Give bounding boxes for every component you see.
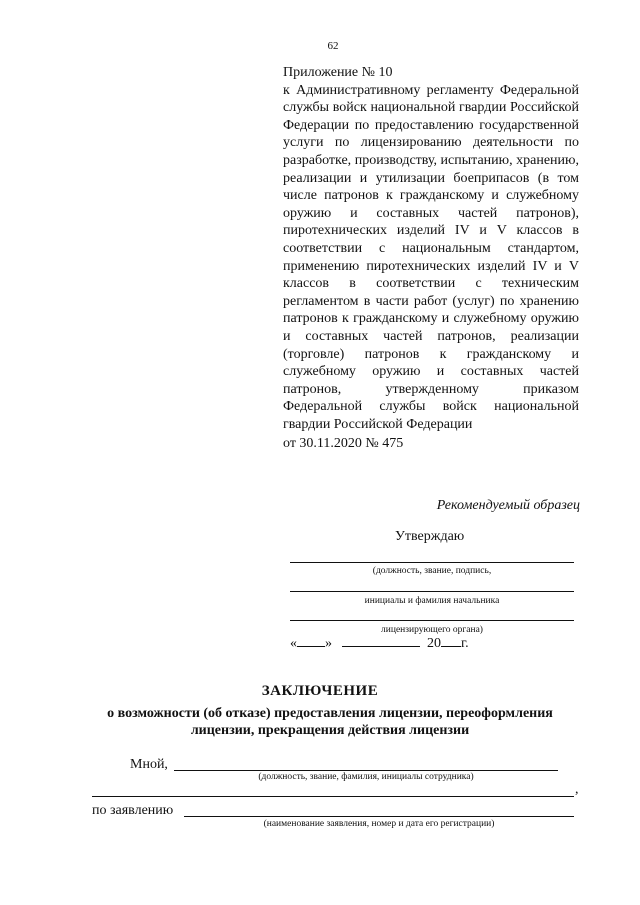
year-blank <box>441 634 461 647</box>
approval-line-3 <box>290 620 574 621</box>
application-label: по заявлению <box>92 803 174 818</box>
approval-line-2 <box>290 591 574 592</box>
by-me-line <box>174 770 558 771</box>
approval-caption-2: инициалы и фамилия начальника <box>364 596 500 606</box>
employee-continuation-line <box>92 796 574 797</box>
document-title: ЗАКЛЮЧЕНИЕ <box>261 683 379 699</box>
approval-caption-3: лицензирующего органа) <box>381 625 483 635</box>
by-me-caption: (должность, звание, фамилия, инициалы сотрудника) <box>258 772 474 782</box>
by-me-label: Мной, <box>130 757 168 772</box>
appendix-date: от 30.11.2020 № 475 <box>283 436 404 452</box>
page-number: 62 <box>327 40 339 52</box>
document-subtitle: о возможности (об отказе) предоставления лицензии, переоформления лицензии, прекращения действия лицензии <box>107 706 553 738</box>
application-line <box>184 816 574 817</box>
date-close-quote: » <box>325 636 332 651</box>
approval-date-row <box>290 634 530 652</box>
month-blank <box>342 634 420 647</box>
continuation-comma: , <box>575 782 579 797</box>
application-caption: (наименование заявления, номер и дата его регистрации) <box>263 819 495 829</box>
year-suffix: г. <box>461 636 469 651</box>
appendix-text: к Административному регламенту Федеральной службы войск национальной гвардии Российской Федерации по предоставлению государственной услуги по лицензированию деятельности по разработке, производству, испытанию, хранению, реализации и утилизации боеприпасов (в том числе патронов к гражданскому и служебному оружию и составных частей патронов), пиротехнических изделий IV и V классов в соответствии с национальным стандартом, применению пиротехнических изделий IV и V классов в соответствии с техническим регламентом в части работ (услуг) по хранению патронов к гражданскому и служебному оружию и составных частей патронов, реализации (торговле) патронов к гражданскому и служебному оружию и составных частей патронов, утвержденному приказом Федеральной службы войск национальной гвардии Российской Федерации <box>283 82 579 432</box>
year-prefix: 20 <box>427 636 441 651</box>
appendix-title: Приложение № 10 <box>283 65 393 80</box>
date-open-quote: « <box>290 636 297 651</box>
appendix-block <box>283 64 579 453</box>
approval-line-1 <box>290 562 574 563</box>
approval-label: Утверждаю <box>395 529 465 544</box>
day-blank <box>297 634 325 647</box>
recommended-sample-label: Рекомендуемый образец <box>436 498 580 513</box>
approval-caption-1: (должность, звание, подпись, <box>372 566 492 576</box>
